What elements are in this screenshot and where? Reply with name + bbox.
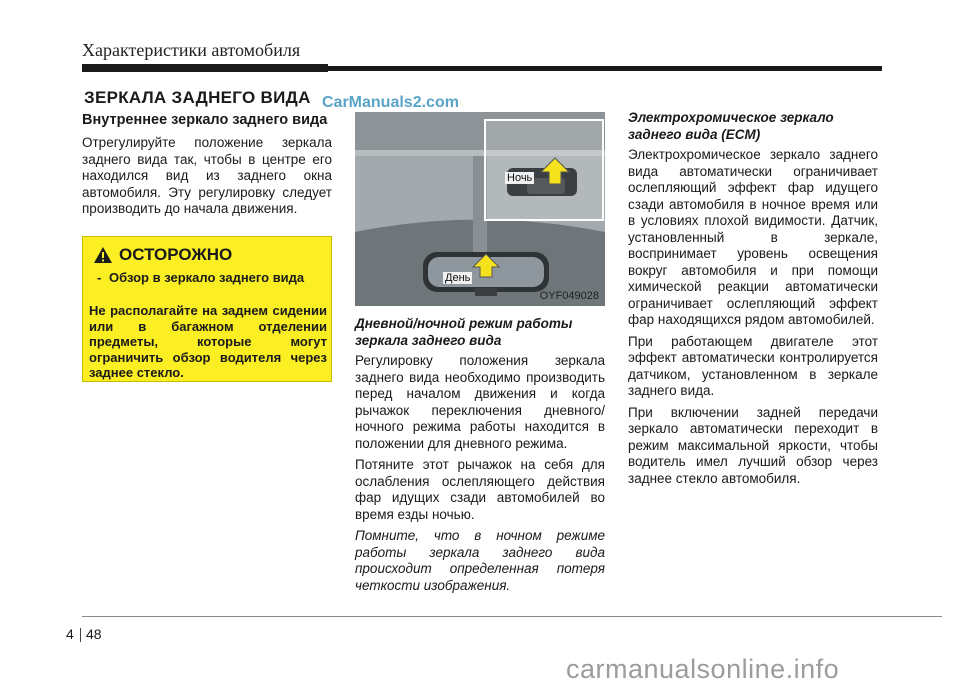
- day-night-heading: Дневной/ночной режим работы зеркала заднего вида: [355, 316, 573, 348]
- middle-column: [355, 316, 605, 599]
- ecm-paragraph-1: Электрохромическое зеркало заднего вида автоматически ограничивает ослепляющий эффект фар идущего сзади автомобиля в ночное время или в условиях плохой видимости. Датчик, установленный в зеркале, воспринимает уровень освещения вокруг автомобиля и при помощи химической реакции автоматически ограничивает ослепляющий эффект фар находящихся рядом автомобилей.: [628, 147, 878, 327]
- night-label: Ночь: [507, 172, 533, 184]
- warning-body: Не располагайте на заднем сидении или в багажном отделении предметы, которые могут ограничить обзор водителя через заднее стекло.: [89, 303, 327, 380]
- inner-mirror-heading: Внутреннее зеркало заднего вида: [82, 112, 328, 128]
- footer-page-number: 48: [86, 626, 102, 642]
- mirror-illustration: [355, 112, 605, 306]
- warning-subtitle-text: Обзор в зеркало заднего вида: [109, 270, 305, 285]
- day-night-paragraph-2: Потяните этот рычажок на себя для ослабления ослепляющего действия фар идущих сзади автомобилей во время езды ночью.: [355, 457, 605, 522]
- day-night-paragraph-3: Помните, что в ночном режиме работы зеркала заднего вида происходит определенная потеря четкости изображения.: [355, 528, 605, 593]
- watermark-link[interactable]: CarManuals2.com: [322, 94, 459, 111]
- figure-code: OYF049028: [539, 290, 599, 302]
- ecm-heading: Электрохромическое зеркало заднего вида (ECM): [628, 110, 834, 142]
- day-night-paragraph-1: Регулировку положения зеркала заднего вида необходимо производить перед началом движения и когда рычажок переключения дневного/ночного режима работы находится в положении для дневного режима.: [355, 353, 605, 451]
- section-title: ЗЕРКАЛА ЗАДНЕГО ВИДА: [84, 88, 311, 107]
- header-rule-bar: [82, 64, 328, 72]
- day-label: День: [445, 272, 471, 284]
- inner-mirror-paragraph: Отрегулируйте положение зеркала заднего вида так, чтобы в центре его находился вид из заднего окна автомобиля. Эту регулировку следует производить до начала движения.: [82, 135, 332, 216]
- footer-rule: [82, 616, 942, 617]
- ecm-paragraph-3: При включении задней передачи зеркало автоматически переходит в режим максимальной яркости, чтобы водитель имел лучший обзор через заднее стекло автомобиля.: [628, 404, 878, 486]
- mirror-figure: [355, 112, 605, 306]
- footer-watermark[interactable]: carmanualsonline.info: [566, 654, 840, 684]
- footer-chapter: 4: [66, 626, 74, 642]
- footer-divider: [80, 628, 81, 642]
- running-header: Характеристики автомобиля: [82, 40, 301, 60]
- warning-heading: [93, 245, 232, 265]
- warning-subtitle: [97, 270, 317, 285]
- ecm-paragraph-2: При работающем двигателе этот эффект автоматически контролируется датчиком, установленном в зеркале заднего вида.: [628, 333, 878, 398]
- warning-dash: -: [97, 270, 102, 285]
- left-column: [82, 112, 332, 223]
- warning-title: ОСТОРОЖНО: [119, 245, 233, 264]
- right-column: [628, 110, 878, 492]
- warning-box: [82, 236, 332, 382]
- warning-triangle-icon: [93, 246, 113, 264]
